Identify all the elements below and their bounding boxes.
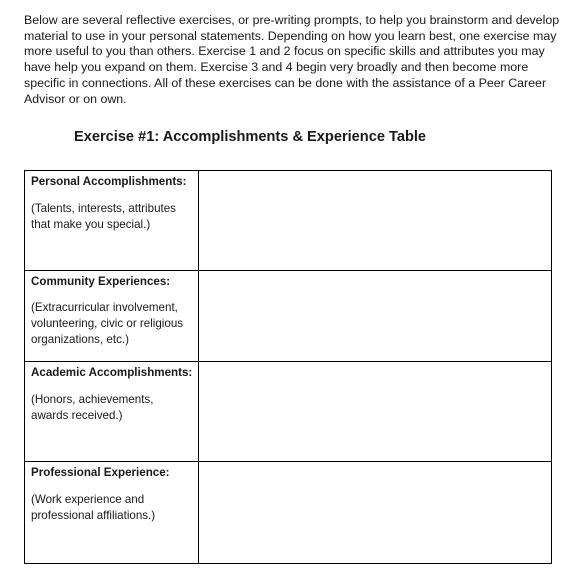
row-description: (Talents, interests, attributes that make you special.): [31, 202, 176, 231]
row-description: (Work experience and professional affiliations.): [31, 493, 156, 522]
row-entry-cell[interactable]: [199, 171, 551, 271]
row-label: Academic Accomplishments:: [31, 366, 193, 379]
row-description: (Extracurricular involvement, volunteering, civic or religious organizations, etc.): [31, 301, 184, 346]
row-label-cell: [25, 362, 199, 462]
row-label-cell: [25, 271, 199, 362]
row-entry-cell[interactable]: [199, 462, 551, 563]
row-label: Personal Accomplishments:: [31, 175, 187, 188]
accomplishments-table: [24, 170, 552, 564]
row-entry-cell[interactable]: [199, 362, 551, 462]
row-entry-cell[interactable]: [199, 271, 551, 362]
row-label-cell: [25, 171, 199, 271]
row-label: Community Experiences:: [31, 275, 171, 288]
exercise-title: Exercise #1: Accomplishments & Experience Table: [74, 129, 427, 145]
row-description: (Honors, achievements, awards received.): [31, 393, 154, 422]
intro-paragraph: Below are several reflective exercises, or pre-writing prompts, to help you brainstorm and develop material to use in your personal statements. Depending on how you learn best, one exercise may more useful to you than others. Exercise 1 and 2 focus on specific skills and attributes you may have help you expand on them. Exercise 3 and 4 begin very broadly and then become more specific in connections. All of these exercises can be done with the assistance of a Peer Career Advisor or on own.: [24, 13, 560, 106]
row-label-cell: [25, 462, 199, 563]
row-label: Professional Experience:: [31, 466, 170, 479]
